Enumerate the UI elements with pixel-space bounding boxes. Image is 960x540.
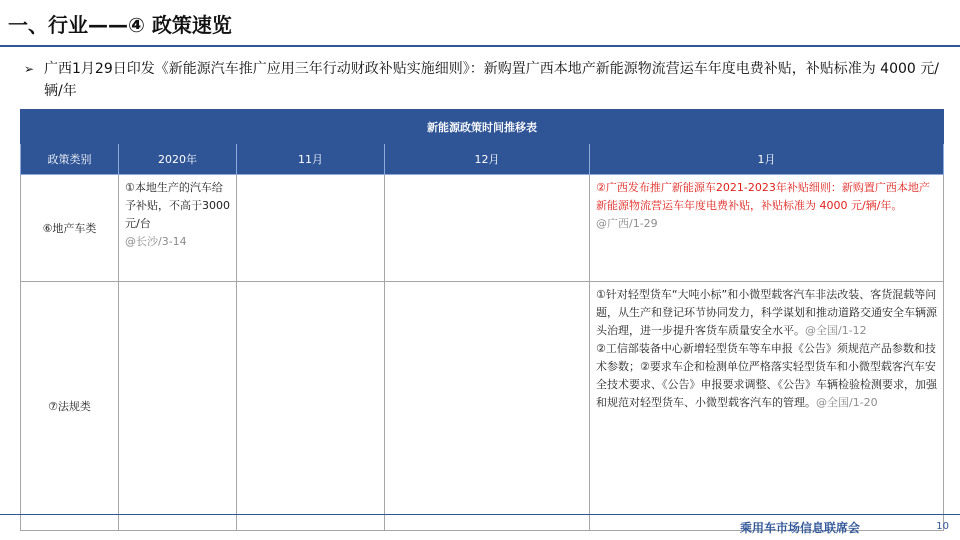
- policy-source: @广西/1-29: [596, 217, 658, 230]
- policy-source: @全国/1-20: [816, 396, 878, 409]
- summary-text: 广西1月29日印发《新能源汽车推广应用三年行动财政补贴实施细则》：新购置广西本地产新能源物流营运车年度电费补贴，补贴标准为 4000 元/辆/年: [44, 61, 939, 99]
- policy-cell-2020: [119, 175, 237, 282]
- column-header-2020: 2020年: [119, 144, 237, 175]
- category-cell: ⑥地产车类: [21, 175, 119, 282]
- policy-cell-nov: [237, 282, 385, 531]
- bullet-arrow-icon: ➢: [24, 62, 35, 76]
- column-header-nov: 11月: [237, 144, 385, 175]
- category-cell: ⑦法规类: [21, 282, 119, 531]
- policy-cell-jan: [590, 175, 944, 282]
- table-caption: 新能源政策时间推移表: [21, 110, 944, 144]
- policy-source: @长沙/3-14: [125, 235, 187, 248]
- table-row: [21, 282, 944, 531]
- policy-cell-nov: [237, 175, 385, 282]
- policy-text-highlight: ②广西发布推广新能源车2021-2023年补贴细则：新购置广西本地产新能源物流营运车年度电费补贴，补贴标准为 4000 元/辆/年。: [596, 181, 930, 212]
- column-header-category: 政策类别: [21, 144, 119, 175]
- policy-timeline-table: [20, 109, 944, 531]
- summary-bullet: [24, 58, 944, 102]
- table-row: [21, 175, 944, 282]
- column-header-jan: 1月: [590, 144, 944, 175]
- policy-text: ②工信部装备中心新增轻型货车等车申报《公告》须规范产品参数和技术参数；②要求车企和检测单位严格落实轻型货车和小微型载客汽车安全技术要求、《公告》申报要求调整、《公告》车辆检验检测要求，加强和规范对轻型货车、小微型载客汽车的管理。: [596, 342, 937, 409]
- policy-cell-jan: [590, 282, 944, 531]
- policy-cell-2020: [119, 282, 237, 531]
- policy-item: [596, 340, 938, 412]
- policy-cell-dec: [385, 175, 590, 282]
- footer-organization: 乘用车市场信息联席会: [739, 521, 860, 535]
- footer-divider: [0, 514, 960, 515]
- policy-text: ①针对轻型货车“大吨小标”和小微型载客汽车非法改装、客货混载等问题，从生产和登记环节协同发力，科学谋划和推动道路交通安全车辆源头治理，进一步提升客货车质量安全水平。: [596, 288, 937, 337]
- column-header-dec: 12月: [385, 144, 590, 175]
- policy-item: [596, 286, 938, 340]
- title-divider: [0, 45, 960, 47]
- page-title: 一、行业——④ 政策速览: [8, 13, 232, 37]
- page-number: 10: [936, 521, 949, 532]
- policy-cell-dec: [385, 282, 590, 531]
- policy-text: ①本地生产的汽车给予补贴，不高于3000元/台: [125, 181, 230, 230]
- policy-source: @全国/1-12: [805, 324, 867, 337]
